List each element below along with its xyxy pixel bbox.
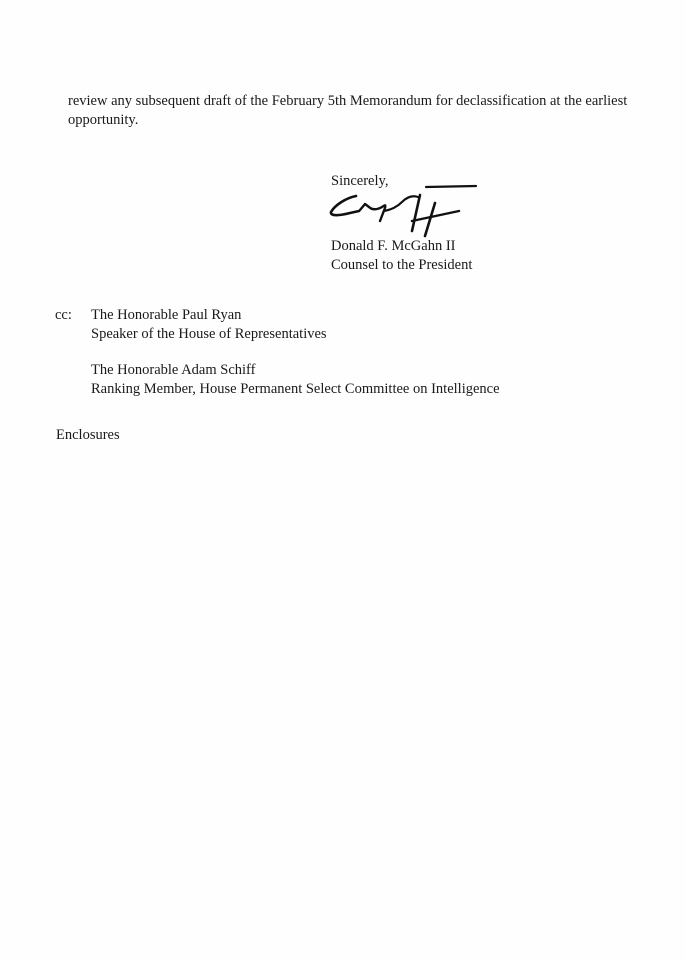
enclosures-note: Enclosures	[56, 427, 120, 443]
body-line-2: opportunity.	[68, 112, 139, 128]
cc-recipient-name: The Honorable Adam Schiff	[91, 362, 256, 378]
signer-title: Counsel to the President	[331, 257, 473, 273]
body-paragraph	[68, 92, 648, 130]
closing-salutation: Sincerely,	[331, 173, 389, 189]
cc-recipient-title: Speaker of the House of Representatives	[91, 326, 327, 342]
body-line-1: review any subsequent draft of the February 5th Memorandum for declassification at the earliest	[68, 93, 628, 109]
cc-label: cc:	[55, 307, 72, 323]
cc-block	[55, 306, 500, 399]
cc-recipient-title: Ranking Member, House Permanent Select Committee on Intelligence	[91, 381, 500, 397]
signer-block	[331, 237, 472, 275]
cc-recipient-name: The Honorable Paul Ryan	[91, 307, 242, 323]
handwritten-signature	[326, 183, 478, 241]
signer-name: Donald F. McGahn II	[331, 238, 456, 254]
cc-recipient-1	[55, 306, 500, 325]
